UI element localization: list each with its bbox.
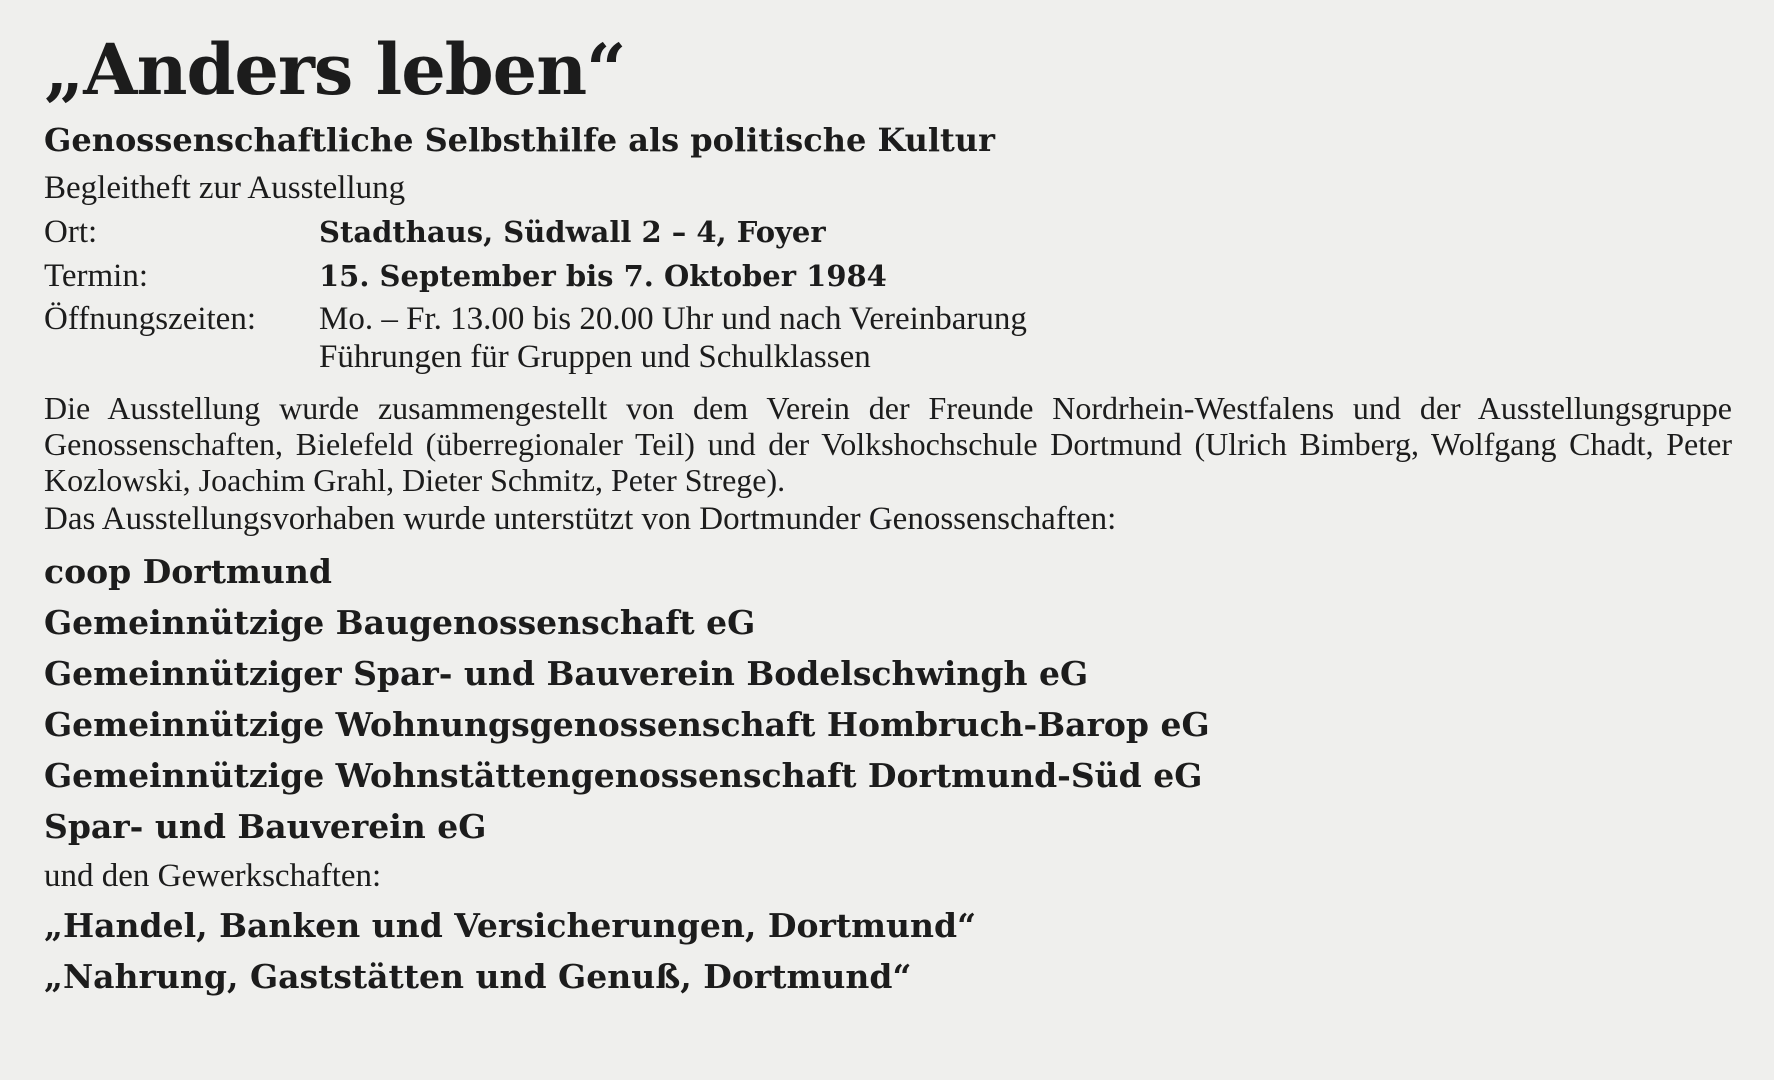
list-item: „Nahrung, Gaststätten und Genuß, Dortmund“ — [44, 957, 912, 996]
termin-value: 15. September bis 7. Oktober 1984 — [319, 259, 887, 293]
credits-paragraph: Die Ausstellung wurde zusammengestellt von dem Verein der Freunde Nordrhein-Westfalens und der Ausstellungsgruppe Genossenschaften, Bielefeld (überregionaler Teil) und der Volkshochschule Dortmund (Ulrich Bimberg, Wolfgang Chadt, Peter Kozlowski, Joachim Grahl, Dieter Schmitz, Peter Strege). — [44, 390, 1732, 498]
support-intro: Das Ausstellungsvorhaben wurde unterstützt von Dortmunder Genossenschaften: — [44, 501, 1117, 537]
termin-label: Termin: — [44, 258, 148, 294]
document-subtitle: Genossenschaftliche Selbsthilfe als politische Kultur — [44, 121, 995, 159]
zeiten-values — [319, 300, 1027, 376]
list-item: Gemeinnützige Wohnungsgenossenschaft Hombruch-Barop eG — [44, 705, 1210, 744]
ort-row — [44, 210, 1744, 254]
cooperatives-list — [44, 546, 1744, 852]
ort-value: Stadthaus, Südwall 2 – 4, Foyer — [319, 215, 826, 249]
list-item: Gemeinnütziger Spar- und Bauverein Bodelschwingh eG — [44, 654, 1089, 693]
zeiten-row — [44, 300, 1744, 376]
list-item: „Handel, Banken und Versicherungen, Dortmund“ — [44, 906, 977, 945]
ort-label: Ort: — [44, 214, 98, 250]
unions-intro: und den Gewerkschaften: — [44, 858, 382, 894]
list-item: Gemeinnützige Baugenossenschaft eG — [44, 603, 756, 642]
zeiten-label: Öffnungszeiten: — [44, 301, 257, 337]
list-item: coop Dortmund — [44, 552, 332, 591]
unions-list — [44, 900, 1744, 1002]
list-item: Spar- und Bauverein eG — [44, 807, 487, 846]
intro-text: Begleitheft zur Ausstellung — [44, 170, 406, 206]
document-page — [44, 30, 1744, 1002]
termin-row — [44, 254, 1744, 298]
list-item: Gemeinnützige Wohnstättengenossenschaft Dortmund-Süd eG — [44, 756, 1203, 795]
zeiten-line-2: Führungen für Gruppen und Schulklassen — [319, 339, 871, 375]
zeiten-line-1: Mo. – Fr. 13.00 bis 20.00 Uhr und nach Vereinbarung — [319, 301, 1027, 337]
document-title: „Anders leben“ — [44, 28, 626, 111]
